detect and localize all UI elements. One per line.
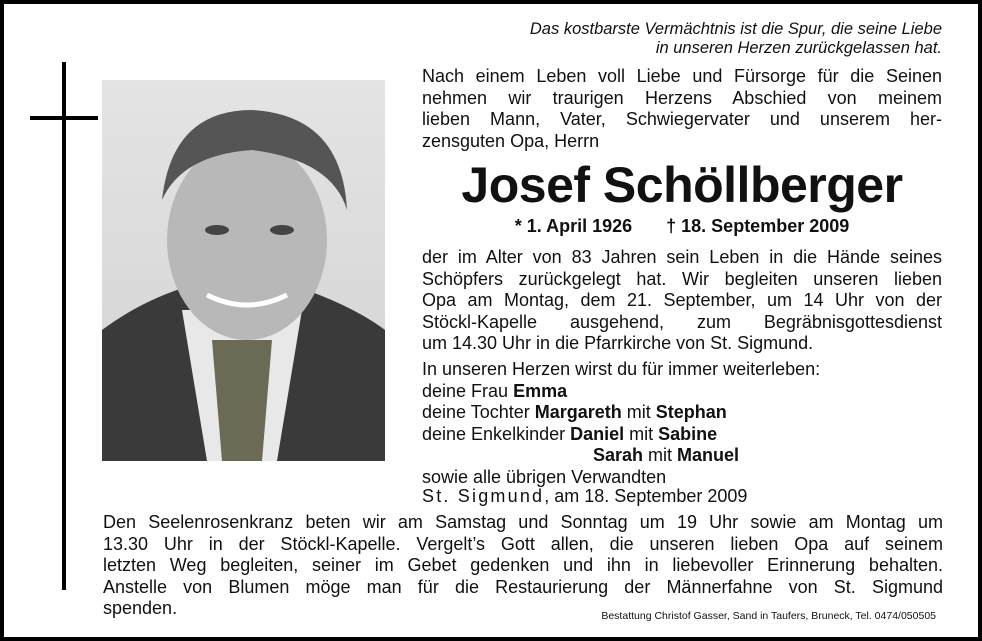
text-line: Den Seelenrosenkranz beten wir am Samstag und Sonntag um 19 Uhr sowie am Montag um — [103, 512, 943, 532]
deceased-name: Josef Schöllberger — [461, 157, 903, 213]
cross-icon — [62, 62, 66, 590]
text-line: lieben Mann, Vater, Schwiegervater und unserem her- — [422, 109, 942, 130]
survivor-name: Sabine — [658, 423, 718, 444]
text: deine Enkelkinder — [422, 423, 571, 444]
survivors-heading: In unseren Herzen wirst du für immer weiterleben: — [422, 359, 821, 379]
text: deine Frau — [422, 380, 514, 401]
place-town: St. Sigmund — [422, 486, 545, 506]
text-line: spenden. — [103, 598, 178, 619]
place-date — [422, 486, 747, 507]
text-line: Anstelle von Blumen möge man für die Restaurierung der Männerfahne von St. Sigmund — [103, 576, 943, 597]
body-paragraph — [422, 247, 942, 355]
text-line: Opa am Montag, dem 21. September, um 14 Uhr von der — [422, 290, 942, 311]
survivor-name: Sarah — [593, 445, 644, 466]
funeral-home-credit: Bestattung Christof Gasser, Sand in Taufers, Bruneck, Tel. 0474/050505 — [601, 610, 936, 622]
life-dates — [422, 216, 942, 237]
survivor-name: Emma — [513, 380, 568, 401]
survivor-name: Margareth — [534, 402, 622, 423]
cross-icon-bar — [30, 116, 98, 120]
birth-date: * 1. April 1926 — [514, 216, 633, 236]
survivor-line — [422, 445, 942, 467]
portrait-photo — [102, 80, 385, 461]
survivor-line — [422, 424, 942, 446]
text: mit — [643, 445, 678, 466]
text-line: der im Alter von 83 Jahren sein Leben in die Hände seines — [422, 247, 942, 267]
survivor-name: Daniel — [570, 423, 625, 444]
quote-line: Das kostbarste Vermächtnis ist die Spur, die seine Liebe — [529, 20, 942, 38]
text: deine Tochter — [422, 402, 535, 423]
service-paragraph — [103, 512, 943, 620]
text-line: Schöpfers zurückgelegt hat. Wir begleiten unseren lieben — [422, 268, 942, 289]
quote — [440, 20, 942, 58]
text-line: um 14.30 Uhr in die Pfarrkirche von St. Sigmund. — [422, 333, 814, 354]
survivors-list — [422, 359, 942, 489]
text-line: Nach einem Leben voll Liebe und Fürsorge für die Seinen — [422, 66, 942, 86]
intro-paragraph — [422, 66, 942, 152]
text-line: nehmen wir traurigen Herzens Abschied von meinem — [422, 87, 942, 108]
survivor-line — [422, 381, 942, 403]
death-date: † 18. September 2009 — [666, 216, 850, 236]
text-line: letzten Weg begleiten, seiner im Gebet gedenken und ihn in liebevoller Erinnerung behalten. — [103, 555, 943, 576]
survivor-line — [422, 402, 942, 424]
text: mit — [624, 423, 659, 444]
survivor-name: Stephan — [655, 402, 727, 423]
survivor-name: Manuel — [677, 445, 740, 466]
text-line: Stöckl-Kapelle ausgehend, zum Begräbnisgottesdienst — [422, 311, 942, 332]
quote-line: in unseren Herzen zurückgelassen hat. — [655, 39, 942, 57]
text: mit — [621, 402, 656, 423]
text-line: 13.30 Uhr in der Stöckl-Kapelle. Vergelt’s Gott allen, die unseren lieben Opa auf seinem — [103, 533, 943, 554]
survivor-line: sowie alle übrigen Verwandten — [422, 466, 667, 487]
place-date-text: , am 18. September 2009 — [544, 486, 748, 506]
text-line: zensguten Opa, Herrn — [422, 130, 600, 151]
